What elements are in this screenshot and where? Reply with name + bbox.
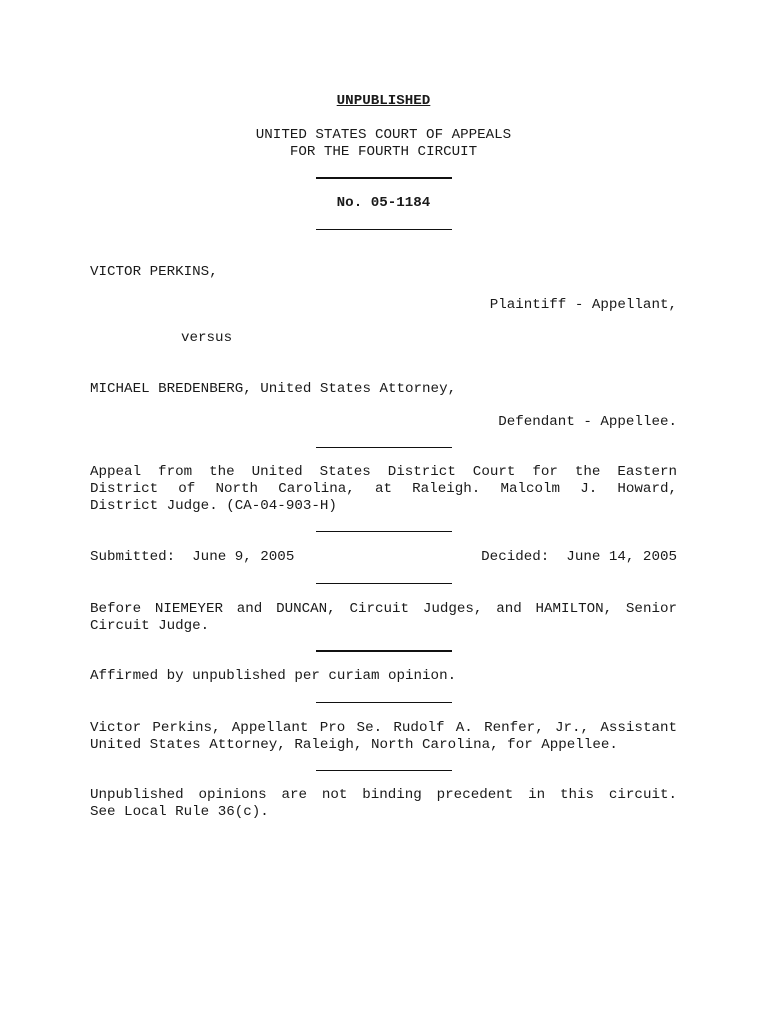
court-name-line-2: FOR THE FOURTH CIRCUIT [289, 144, 478, 160]
divider-rule [316, 177, 452, 179]
divider-rule [316, 531, 452, 532]
divider-rule [316, 702, 452, 703]
court-name-line-1: UNITED STATES COURT OF APPEALS [255, 127, 512, 143]
appeal-paragraph [90, 464, 677, 515]
case-number: No. 05-1184 [336, 195, 431, 211]
appeal-line: District Judge. (CA-04-903-H) [90, 498, 337, 514]
notice-paragraph [90, 787, 677, 821]
defendant-name: MICHAEL BREDENBERG, United States Attorney, [90, 381, 457, 397]
decided-date: Decided: June 14, 2005 [481, 549, 677, 565]
notice-line: Unpublished opinions are not binding precedent in this circuit. [90, 787, 677, 803]
panel-line: Before NIEMEYER and DUNCAN, Circuit Judges, and HAMILTON, Senior [90, 601, 677, 617]
panel-line: Circuit Judge. [90, 618, 210, 634]
submitted-date: Submitted: June 9, 2005 [90, 549, 295, 565]
disposition-text: Affirmed by unpublished per curiam opinion. [90, 668, 457, 684]
defendant-role: Defendant - Appellee. [498, 414, 677, 430]
appeal-line: District of North Carolina, at Raleigh. Malcolm J. Howard, [90, 481, 677, 497]
plaintiff-name: VICTOR PERKINS, [90, 264, 218, 280]
panel-paragraph [90, 601, 677, 635]
appeal-line: Appeal from the United States District Court for the Eastern [90, 464, 677, 480]
divider-rule [316, 583, 452, 584]
counsel-line: Victor Perkins, Appellant Pro Se. Rudolf A. Renfer, Jr., Assistant [90, 720, 677, 736]
plaintiff-role: Plaintiff - Appellant, [489, 297, 677, 313]
divider-rule [316, 447, 452, 448]
notice-line: See Local Rule 36(c). [90, 804, 269, 820]
divider-rule [316, 650, 452, 652]
divider-rule [316, 229, 452, 230]
counsel-paragraph [90, 720, 677, 754]
unpublished-heading: UNPUBLISHED [336, 93, 431, 109]
counsel-line: United States Attorney, Raleigh, North Carolina, for Appellee. [90, 737, 618, 753]
versus-label: versus [181, 330, 233, 346]
divider-rule [316, 770, 452, 771]
